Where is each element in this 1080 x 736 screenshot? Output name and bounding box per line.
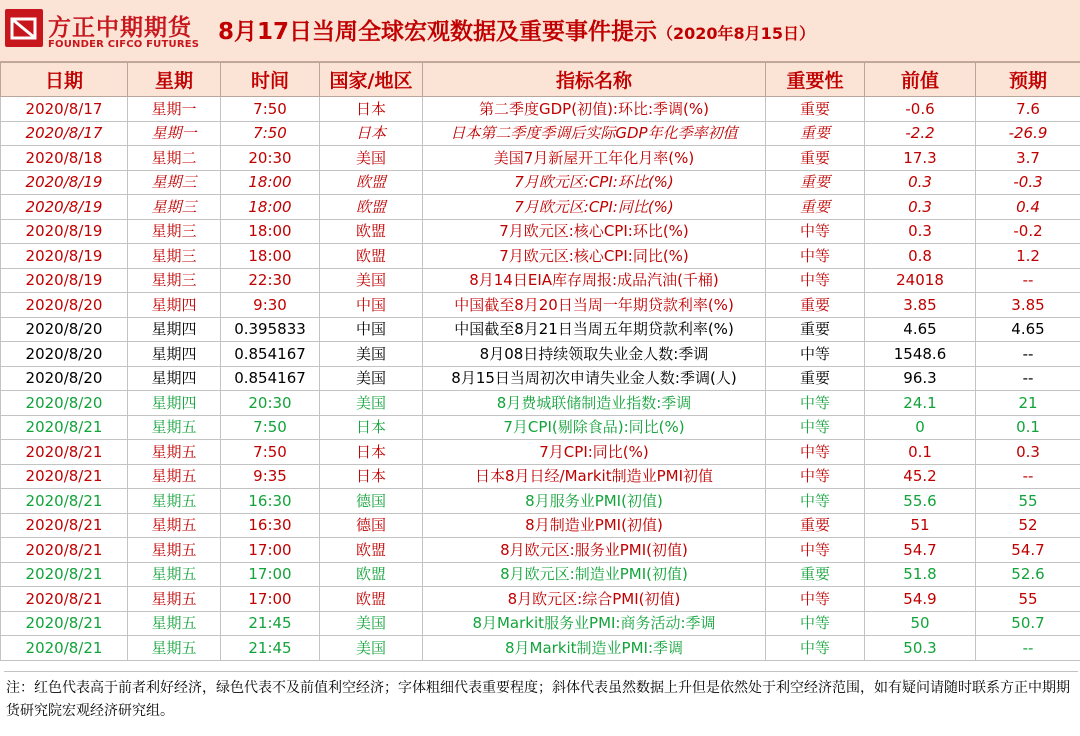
- cell-importance: 中等: [766, 611, 865, 636]
- table-row: [1, 366, 1080, 391]
- cell-weekday: 星期四: [128, 317, 221, 342]
- cell-time: 16:30: [221, 513, 320, 538]
- cell-weekday: 星期三: [128, 170, 221, 195]
- cell-previous: 50: [865, 611, 976, 636]
- cell-previous: 54.9: [865, 587, 976, 612]
- cell-weekday: 星期五: [128, 587, 221, 612]
- cell-time: 0.854167: [221, 366, 320, 391]
- column-header-indicator: 指标名称: [423, 63, 766, 97]
- cell-indicator: 中国截至8月21日当周五年期贷款利率(%): [423, 317, 766, 342]
- cell-region: 日本: [320, 415, 423, 440]
- column-header-date: 日期: [1, 63, 128, 97]
- cell-previous: 4.65: [865, 317, 976, 342]
- table-row: [1, 562, 1080, 587]
- cell-importance: 中等: [766, 391, 865, 416]
- column-header-region: 国家/地区: [320, 63, 423, 97]
- table-row: [1, 146, 1080, 171]
- cell-time: 0.395833: [221, 317, 320, 342]
- cell-time: 21:45: [221, 636, 320, 661]
- cell-weekday: 星期五: [128, 464, 221, 489]
- cell-date: 2020/8/19: [1, 244, 128, 269]
- cell-indicator: 8月欧元区:服务业PMI(初值): [423, 538, 766, 563]
- cell-indicator: 8月15日当周初次申请失业金人数:季调(人): [423, 366, 766, 391]
- cell-weekday: 星期四: [128, 342, 221, 367]
- cell-weekday: 星期五: [128, 489, 221, 514]
- cell-weekday: 星期三: [128, 219, 221, 244]
- table-row: [1, 195, 1080, 220]
- cell-forecast: --: [976, 268, 1080, 293]
- cell-importance: 中等: [766, 464, 865, 489]
- cell-forecast: 55: [976, 489, 1080, 514]
- cell-region: 德国: [320, 513, 423, 538]
- cell-weekday: 星期三: [128, 244, 221, 269]
- cell-date: 2020/8/17: [1, 121, 128, 146]
- table-row: [1, 317, 1080, 342]
- title-main: 8月17日当周全球宏观数据及重要事件提示: [218, 19, 658, 45]
- cell-time: 9:35: [221, 464, 320, 489]
- cell-previous: 54.7: [865, 538, 976, 563]
- table-row: [1, 244, 1080, 269]
- cell-importance: 中等: [766, 538, 865, 563]
- cell-importance: 重要: [766, 513, 865, 538]
- cell-time: 7:50: [221, 415, 320, 440]
- cell-time: 17:00: [221, 562, 320, 587]
- cell-time: 20:30: [221, 391, 320, 416]
- cell-indicator: 7月欧元区:核心CPI:环比(%): [423, 219, 766, 244]
- cell-date: 2020/8/17: [1, 97, 128, 122]
- cell-weekday: 星期二: [128, 146, 221, 171]
- cell-region: 中国: [320, 317, 423, 342]
- table-row: [1, 391, 1080, 416]
- cell-indicator: 7月CPI:同比(%): [423, 440, 766, 465]
- cell-previous: 96.3: [865, 366, 976, 391]
- cell-importance: 中等: [766, 440, 865, 465]
- cell-indicator: 8月Markit制造业PMI:季调: [423, 636, 766, 661]
- cell-previous: 3.85: [865, 293, 976, 318]
- cell-date: 2020/8/19: [1, 219, 128, 244]
- cell-previous: 0.8: [865, 244, 976, 269]
- cell-importance: 重要: [766, 170, 865, 195]
- cell-previous: 51.8: [865, 562, 976, 587]
- cell-date: 2020/8/19: [1, 195, 128, 220]
- cell-importance: 重要: [766, 366, 865, 391]
- cell-forecast: 4.65: [976, 317, 1080, 342]
- cell-forecast: --: [976, 342, 1080, 367]
- cell-time: 18:00: [221, 219, 320, 244]
- cell-indicator: 8月费城联储制造业指数:季调: [423, 391, 766, 416]
- cell-indicator: 中国截至8月20日当周一年期贷款利率(%): [423, 293, 766, 318]
- cell-weekday: 星期一: [128, 121, 221, 146]
- table-row: [1, 440, 1080, 465]
- cell-forecast: --: [976, 366, 1080, 391]
- cell-previous: 0: [865, 415, 976, 440]
- cell-importance: 重要: [766, 121, 865, 146]
- cell-importance: 中等: [766, 636, 865, 661]
- cell-importance: 重要: [766, 562, 865, 587]
- cell-date: 2020/8/18: [1, 146, 128, 171]
- cell-date: 2020/8/21: [1, 611, 128, 636]
- table-row: [1, 489, 1080, 514]
- cell-region: 欧盟: [320, 538, 423, 563]
- cell-indicator: 日本8月日经/Markit制造业PMI初值: [423, 464, 766, 489]
- cell-region: 欧盟: [320, 562, 423, 587]
- cell-importance: 重要: [766, 293, 865, 318]
- cell-date: 2020/8/20: [1, 342, 128, 367]
- column-header-previous: 前值: [865, 63, 976, 97]
- cell-indicator: 第二季度GDP(初值):环比:季调(%): [423, 97, 766, 122]
- cell-previous: 55.6: [865, 489, 976, 514]
- cell-weekday: 星期五: [128, 415, 221, 440]
- cell-weekday: 星期五: [128, 636, 221, 661]
- cell-region: 美国: [320, 391, 423, 416]
- table-row: [1, 293, 1080, 318]
- cell-indicator: 美国7月新屋开工年化月率(%): [423, 146, 766, 171]
- cell-previous: 45.2: [865, 464, 976, 489]
- cell-forecast: 52.6: [976, 562, 1080, 587]
- cell-forecast: 52: [976, 513, 1080, 538]
- cell-weekday: 星期四: [128, 391, 221, 416]
- header-bar: [0, 0, 1080, 62]
- cell-date: 2020/8/20: [1, 293, 128, 318]
- table-row: [1, 342, 1080, 367]
- cell-indicator: 7月欧元区:CPI:同比(%): [423, 195, 766, 220]
- cell-forecast: --: [976, 464, 1080, 489]
- cell-forecast: 7.6: [976, 97, 1080, 122]
- cell-forecast: --: [976, 636, 1080, 661]
- cell-forecast: 1.2: [976, 244, 1080, 269]
- cell-time: 22:30: [221, 268, 320, 293]
- cell-region: 欧盟: [320, 244, 423, 269]
- table-row: [1, 170, 1080, 195]
- cell-forecast: 0.1: [976, 415, 1080, 440]
- cell-forecast: 21: [976, 391, 1080, 416]
- cell-time: 7:50: [221, 121, 320, 146]
- cell-indicator: 8月服务业PMI(初值): [423, 489, 766, 514]
- cell-region: 中国: [320, 293, 423, 318]
- cell-forecast: 3.7: [976, 146, 1080, 171]
- cell-time: 20:30: [221, 146, 320, 171]
- cell-forecast: -0.3: [976, 170, 1080, 195]
- cell-indicator: 8月08日持续领取失业金人数:季调: [423, 342, 766, 367]
- table-row: [1, 268, 1080, 293]
- brand-logo: [4, 6, 200, 54]
- cell-forecast: 0.3: [976, 440, 1080, 465]
- cell-date: 2020/8/21: [1, 464, 128, 489]
- cell-time: 16:30: [221, 489, 320, 514]
- cell-indicator: 7月欧元区:核心CPI:同比(%): [423, 244, 766, 269]
- cell-indicator: 8月14日EIA库存周报:成品汽油(千桶): [423, 268, 766, 293]
- cell-importance: 中等: [766, 587, 865, 612]
- cell-previous: 24.1: [865, 391, 976, 416]
- table-row: [1, 415, 1080, 440]
- logo-company-english: FOUNDER CIFCO FUTURES: [48, 39, 200, 50]
- cell-importance: 中等: [766, 219, 865, 244]
- table-row: [1, 513, 1080, 538]
- cell-date: 2020/8/21: [1, 513, 128, 538]
- logo-company-name: 方正中期期货: [48, 15, 192, 41]
- cell-importance: 中等: [766, 415, 865, 440]
- cell-indicator: 8月欧元区:制造业PMI(初值): [423, 562, 766, 587]
- cell-previous: 1548.6: [865, 342, 976, 367]
- cell-region: 德国: [320, 489, 423, 514]
- cell-importance: 中等: [766, 489, 865, 514]
- cell-time: 18:00: [221, 170, 320, 195]
- cell-region: 美国: [320, 268, 423, 293]
- cell-date: 2020/8/21: [1, 489, 128, 514]
- cell-time: 7:50: [221, 97, 320, 122]
- cell-weekday: 星期四: [128, 366, 221, 391]
- events-table: [0, 62, 1080, 661]
- cell-forecast: 50.7: [976, 611, 1080, 636]
- table-row: [1, 587, 1080, 612]
- cell-region: 欧盟: [320, 170, 423, 195]
- cell-previous: 24018: [865, 268, 976, 293]
- cell-previous: 0.1: [865, 440, 976, 465]
- cell-region: 美国: [320, 366, 423, 391]
- cell-forecast: 3.85: [976, 293, 1080, 318]
- cell-time: 18:00: [221, 244, 320, 269]
- table-row: [1, 219, 1080, 244]
- column-header-weekday: 星期: [128, 63, 221, 97]
- cell-date: 2020/8/21: [1, 538, 128, 563]
- cell-indicator: 8月Markit服务业PMI:商务活动:季调: [423, 611, 766, 636]
- cell-previous: 0.3: [865, 170, 976, 195]
- table-row: [1, 464, 1080, 489]
- cell-region: 日本: [320, 440, 423, 465]
- cell-importance: 重要: [766, 195, 865, 220]
- table-row: [1, 97, 1080, 122]
- cell-weekday: 星期五: [128, 538, 221, 563]
- cell-previous: 50.3: [865, 636, 976, 661]
- cell-indicator: 7月CPI(剔除食品):同比(%): [423, 415, 766, 440]
- cell-region: 欧盟: [320, 195, 423, 220]
- cell-weekday: 星期三: [128, 268, 221, 293]
- cell-previous: -0.6: [865, 97, 976, 122]
- cell-region: 美国: [320, 611, 423, 636]
- cell-date: 2020/8/21: [1, 415, 128, 440]
- cell-forecast: 0.4: [976, 195, 1080, 220]
- cell-previous: 17.3: [865, 146, 976, 171]
- cell-date: 2020/8/20: [1, 366, 128, 391]
- cell-region: 日本: [320, 97, 423, 122]
- table-row: [1, 611, 1080, 636]
- cell-date: 2020/8/19: [1, 268, 128, 293]
- cell-date: 2020/8/21: [1, 562, 128, 587]
- cell-region: 美国: [320, 636, 423, 661]
- cell-weekday: 星期一: [128, 97, 221, 122]
- cell-previous: -2.2: [865, 121, 976, 146]
- cell-time: 7:50: [221, 440, 320, 465]
- cell-forecast: -0.2: [976, 219, 1080, 244]
- cell-weekday: 星期五: [128, 611, 221, 636]
- page-title: [218, 13, 815, 46]
- cell-time: 9:30: [221, 293, 320, 318]
- cell-forecast: 54.7: [976, 538, 1080, 563]
- cell-indicator: 7月欧元区:CPI:环比(%): [423, 170, 766, 195]
- cell-time: 21:45: [221, 611, 320, 636]
- founder-logo-icon: [4, 8, 44, 48]
- cell-time: 18:00: [221, 195, 320, 220]
- cell-weekday: 星期五: [128, 562, 221, 587]
- table-header-row: [1, 63, 1080, 97]
- cell-weekday: 星期三: [128, 195, 221, 220]
- footnote: 注：红色代表高于前者利好经济，绿色代表不及前值利空经济；字体粗细代表重要程度；斜体代表虽然数据上升但是依然处于利空经济范围，如有疑问请随时联系方正中期期货研究院宏观经济研究组。: [4, 671, 1078, 733]
- cell-time: 17:00: [221, 587, 320, 612]
- cell-forecast: -26.9: [976, 121, 1080, 146]
- cell-weekday: 星期四: [128, 293, 221, 318]
- cell-region: 欧盟: [320, 587, 423, 612]
- cell-region: 美国: [320, 342, 423, 367]
- cell-indicator: 8月欧元区:综合PMI(初值): [423, 587, 766, 612]
- table-row: [1, 121, 1080, 146]
- cell-time: 17:00: [221, 538, 320, 563]
- cell-previous: 0.3: [865, 219, 976, 244]
- table-row: [1, 636, 1080, 661]
- cell-importance: 重要: [766, 146, 865, 171]
- cell-indicator: 8月制造业PMI(初值): [423, 513, 766, 538]
- cell-region: 日本: [320, 464, 423, 489]
- cell-date: 2020/8/19: [1, 170, 128, 195]
- cell-date: 2020/8/21: [1, 440, 128, 465]
- table-body: [1, 97, 1080, 661]
- cell-previous: 0.3: [865, 195, 976, 220]
- column-header-forecast: 预期: [976, 63, 1080, 97]
- cell-region: 日本: [320, 121, 423, 146]
- cell-importance: 中等: [766, 268, 865, 293]
- cell-date: 2020/8/20: [1, 391, 128, 416]
- cell-date: 2020/8/21: [1, 587, 128, 612]
- column-header-importance: 重要性: [766, 63, 865, 97]
- cell-weekday: 星期五: [128, 513, 221, 538]
- cell-importance: 重要: [766, 97, 865, 122]
- column-header-time: 时间: [221, 63, 320, 97]
- cell-previous: 51: [865, 513, 976, 538]
- cell-date: 2020/8/20: [1, 317, 128, 342]
- cell-time: 0.854167: [221, 342, 320, 367]
- cell-region: 美国: [320, 146, 423, 171]
- cell-importance: 重要: [766, 317, 865, 342]
- cell-importance: 中等: [766, 244, 865, 269]
- cell-weekday: 星期五: [128, 440, 221, 465]
- title-date: （2020年8月15日）: [657, 24, 815, 43]
- cell-date: 2020/8/21: [1, 636, 128, 661]
- table-row: [1, 538, 1080, 563]
- cell-indicator: 日本第二季度季调后实际GDP年化季率初值: [423, 121, 766, 146]
- cell-region: 欧盟: [320, 219, 423, 244]
- cell-importance: 中等: [766, 342, 865, 367]
- cell-forecast: 55: [976, 587, 1080, 612]
